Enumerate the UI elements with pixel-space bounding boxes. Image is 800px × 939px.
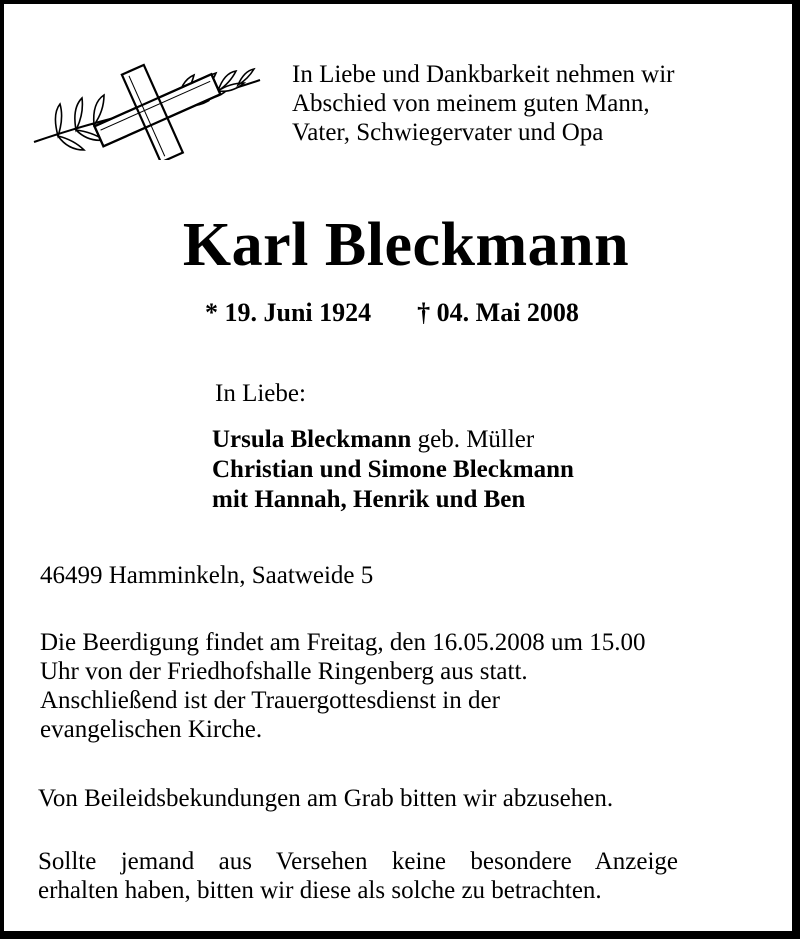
life-dates bbox=[205, 298, 579, 328]
family-list bbox=[212, 425, 574, 515]
family-line bbox=[212, 485, 574, 515]
condolences-note: Von Beileidsbekundungen am Grab bitten wir abzusehen. bbox=[38, 785, 614, 812]
cross-with-palm-branch-icon bbox=[28, 50, 268, 160]
family-name-bold: mit Hannah, Henrik und Ben bbox=[212, 486, 526, 513]
intro-text bbox=[292, 60, 772, 147]
funeral-line: evangelischen Kirche. bbox=[40, 716, 263, 743]
funeral-line: Uhr von der Friedhofshalle Ringenberg aus statt. bbox=[40, 658, 528, 685]
family-name-note: geb. Müller bbox=[411, 426, 535, 453]
deceased-name: Karl Bleckmann bbox=[182, 211, 630, 279]
final-note bbox=[38, 847, 678, 905]
intro-line: Abschied von meinem guten Mann, bbox=[292, 90, 650, 117]
intro-line: Vater, Schwiegervater und Opa bbox=[292, 119, 604, 146]
birth-date: * 19. Juni 1924 bbox=[205, 298, 372, 327]
address: 46499 Hamminkeln, Saatweide 5 bbox=[40, 562, 374, 589]
in-love-label: In Liebe: bbox=[215, 380, 306, 407]
family-line bbox=[212, 455, 574, 485]
death-date: † 04. Mai 2008 bbox=[417, 298, 579, 327]
family-name-bold: Christian und Simone Bleckmann bbox=[212, 456, 574, 483]
funeral-info bbox=[40, 628, 645, 744]
intro-line: In Liebe und Dankbarkeit nehmen wir bbox=[292, 61, 675, 88]
final-line: Sollte jemand aus Versehen keine besondere Anzeige bbox=[38, 848, 678, 875]
family-line bbox=[212, 425, 574, 455]
funeral-line: Anschließend ist der Trauergottesdienst in der bbox=[40, 687, 500, 714]
funeral-line: Die Beerdigung findet am Freitag, den 16.05.2008 um 15.00 bbox=[40, 629, 646, 656]
final-line: erhalten haben, bitten wir diese als solche zu betrachten. bbox=[38, 877, 602, 904]
family-name-bold: Ursula Bleckmann bbox=[212, 426, 412, 453]
